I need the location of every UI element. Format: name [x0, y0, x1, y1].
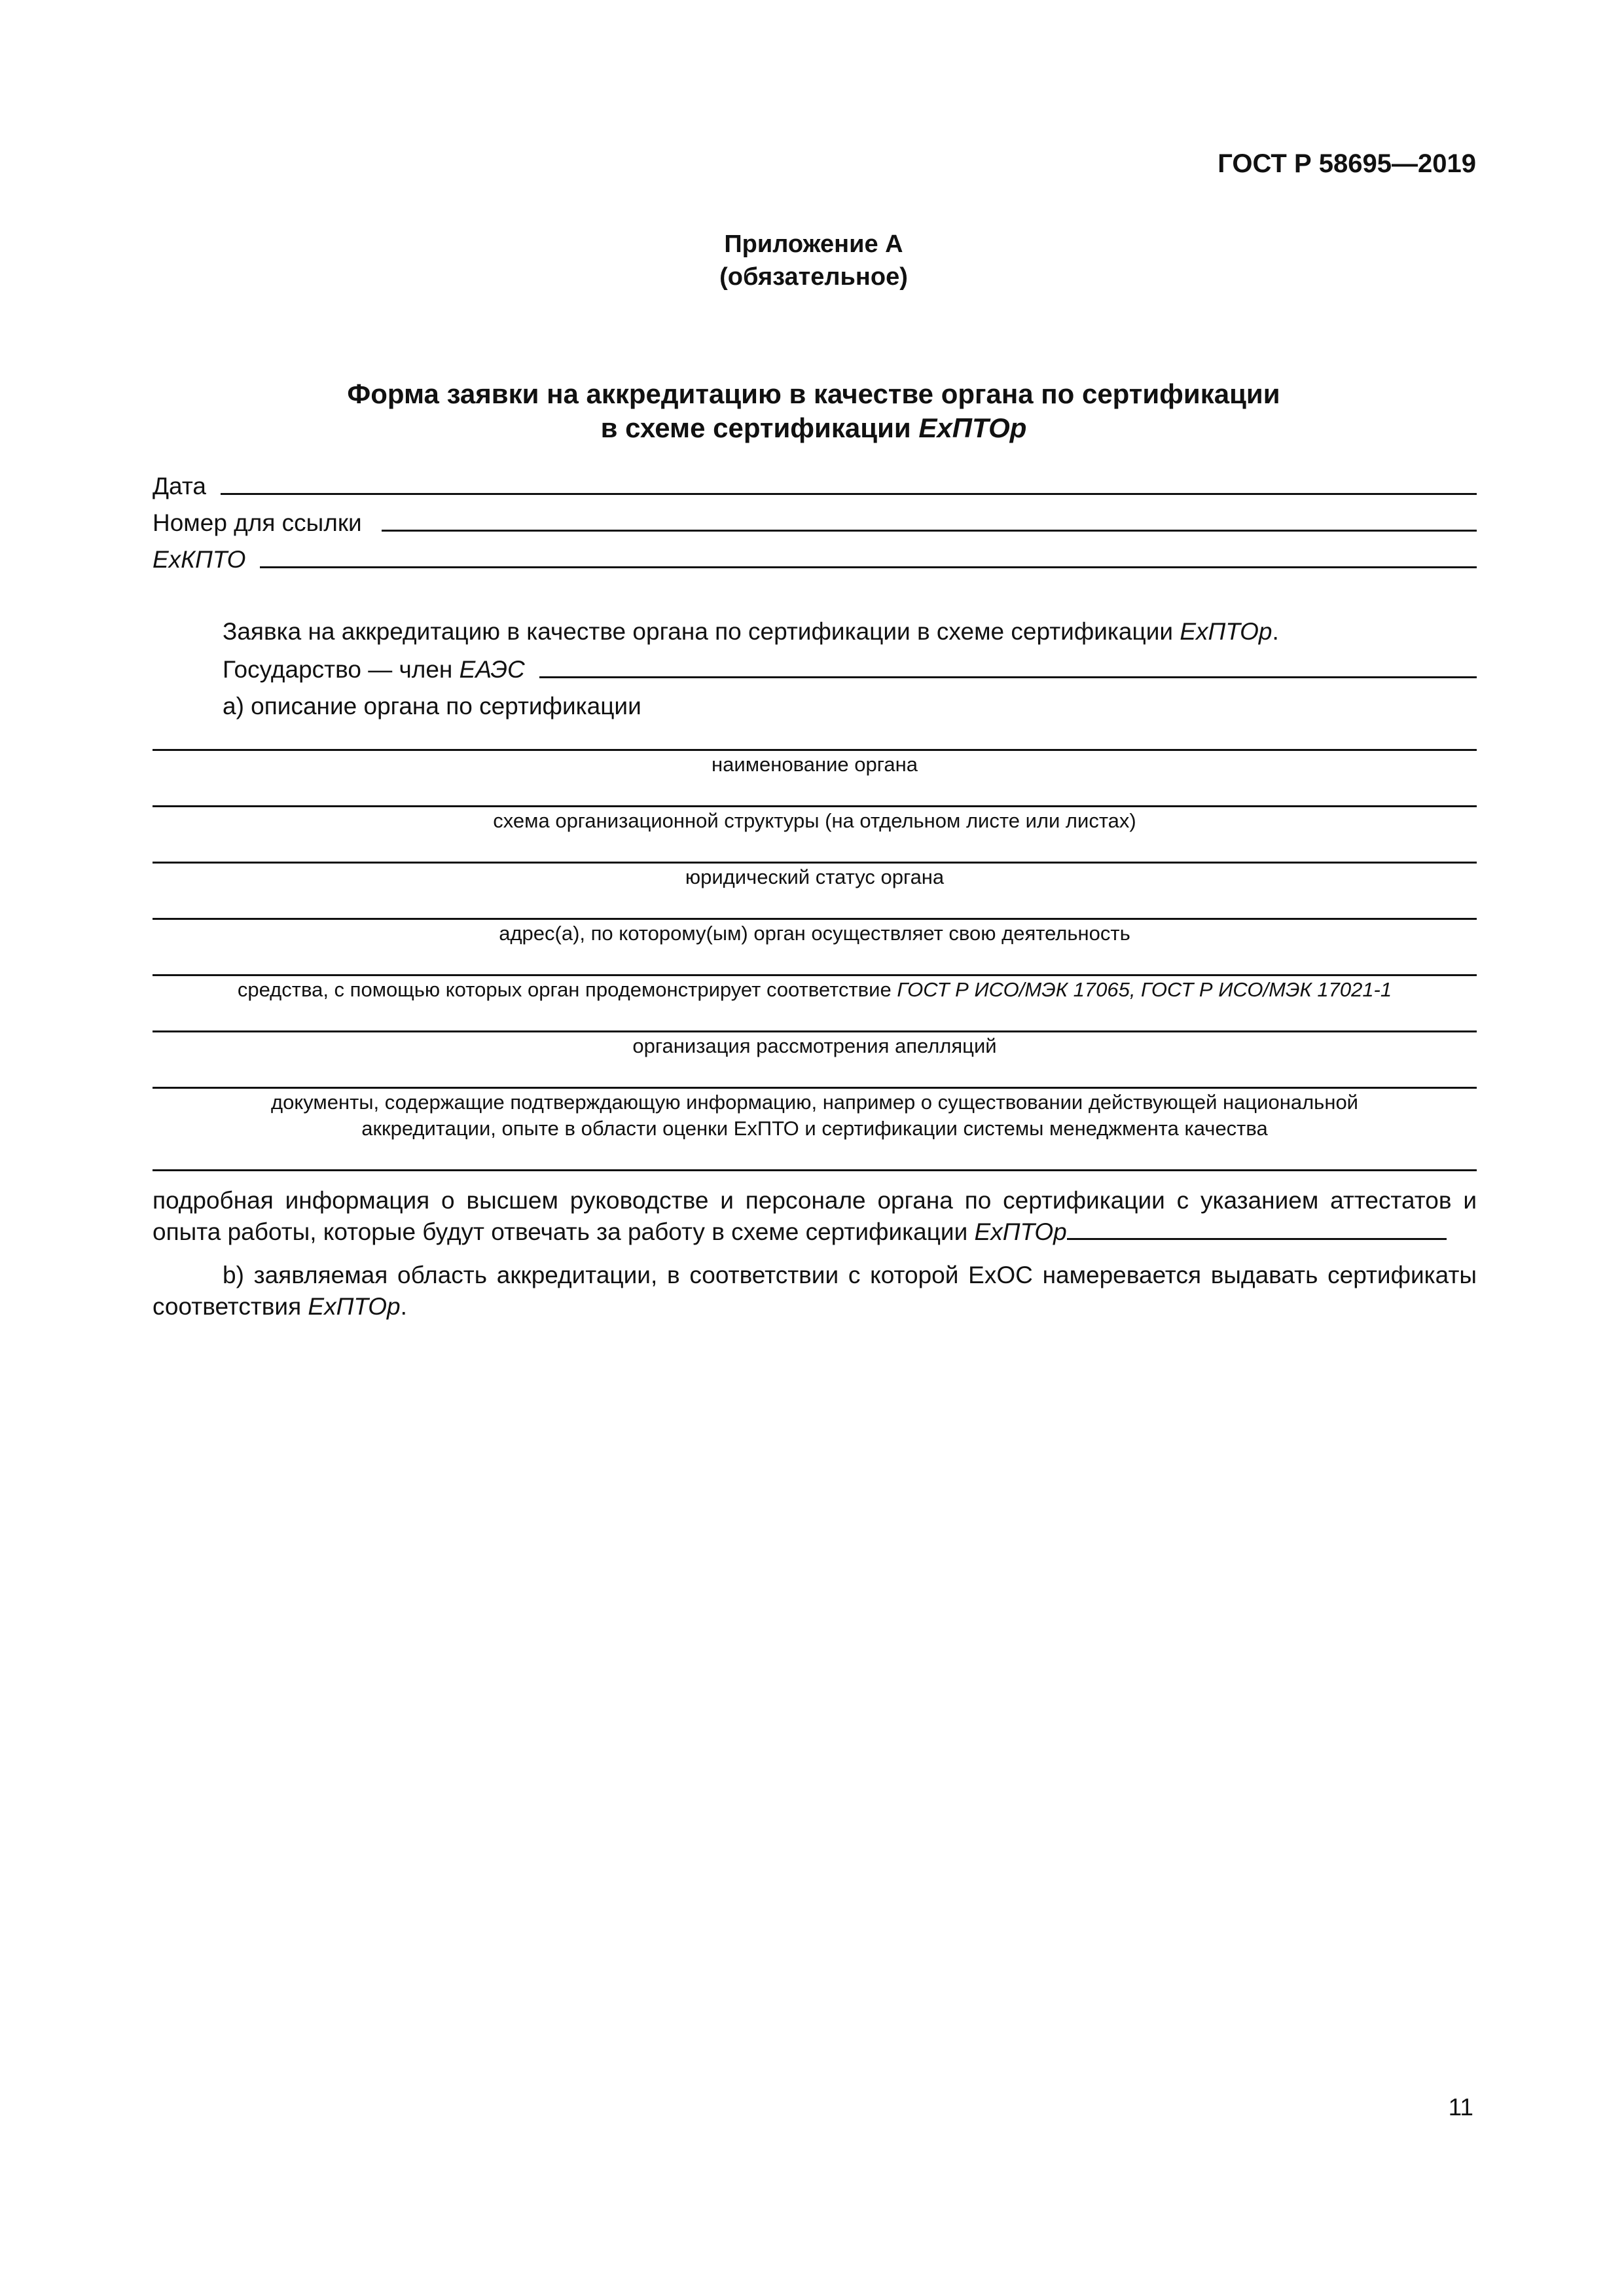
caption-documents: документы, содержащие подтверждающую информацию, например о существовании действующей национальной аккредитации, опыте в области оценки ЕхПТО и сертификации системы менеджмента качества — [271, 1091, 1358, 1140]
management-info-paragraph: подробная информация о высшем руководстве и персонале органа по сертификации с указанием аттестатов и опыта работы, которые будут отвечать за работу в схеме сертификации ExПТОр — [153, 1187, 1477, 1245]
management-info-line[interactable] — [153, 1169, 1477, 1171]
form-title-line2: в схеме сертификации ExПТОр — [600, 412, 1027, 443]
ref-number-row — [153, 504, 1477, 537]
expto-line[interactable] — [260, 566, 1477, 568]
caption-org-structure: схема организационной структуры (на отдельном листе или листах) — [493, 809, 1136, 832]
member-state-row — [223, 651, 1477, 683]
annex-status: (обязательное) — [719, 263, 908, 291]
body-name-line[interactable] — [153, 749, 1477, 751]
form-title-line1: Форма заявки на аккредитацию в качестве органа по сертификации — [347, 378, 1280, 409]
member-state-label: Государство — член ЕАЭС — [223, 656, 525, 683]
caption-body-name: наименование органа — [712, 753, 918, 776]
application-intro: Заявка на аккредитацию в качестве органа по сертификации в схеме сертификации ExПТОр. — [223, 618, 1279, 645]
form-title — [153, 377, 1475, 445]
caption-appeals: организация рассмотрения апелляций — [632, 1034, 997, 1057]
document-code: ГОСТ Р 58695—2019 — [1218, 149, 1476, 178]
caption-compliance-means: средства, с помощью которых орган продемонстрирует соответствие ГОСТ Р ИСО/МЭК 17065, ГОСТ Р ИСО/МЭК 17021-1 — [237, 978, 1392, 1001]
scheme-name: ExПТОр — [974, 1218, 1067, 1245]
caption-address: адрес(а), по которому(ым) орган осуществляет свою деятельность — [499, 922, 1130, 945]
scheme-name: ExПТОр — [918, 412, 1027, 443]
date-field-line[interactable] — [221, 493, 1477, 495]
standards-reference: ГОСТ Р ИСО/МЭК 17065, ГОСТ Р ИСО/МЭК 17021-1 — [897, 978, 1392, 1001]
ref-number-label: Номер для ссылки — [153, 509, 362, 536]
ref-number-line[interactable] — [382, 530, 1477, 532]
address-line[interactable] — [153, 918, 1477, 920]
org-structure-line[interactable] — [153, 805, 1477, 807]
appeals-line[interactable] — [153, 1030, 1477, 1032]
legal-status-line[interactable] — [153, 862, 1477, 864]
expto-label: ЕхКПТО — [153, 546, 246, 573]
member-state-line[interactable] — [539, 676, 1477, 678]
item-a-label: а) описание органа по сертификации — [223, 693, 641, 720]
compliance-means-line[interactable] — [153, 974, 1477, 976]
scheme-name: ExПТОр — [1180, 618, 1272, 645]
scheme-name: ExПТОр — [308, 1293, 401, 1320]
annex-title: Приложение А — [724, 230, 903, 258]
documents-line[interactable] — [153, 1087, 1477, 1089]
expto-row — [153, 541, 1477, 574]
page-number: 11 — [1448, 2094, 1473, 2121]
caption-legal-status: юридический статус органа — [685, 866, 945, 888]
date-label: Дата — [153, 473, 206, 500]
annex-heading — [153, 228, 1475, 293]
management-info-fill-line[interactable] — [1067, 1218, 1447, 1240]
item-b-paragraph: b) заявляемая область аккредитации, в соответствии с которой ExOC намеревается выдавать сертификаты соответствия ExПТОр. — [153, 1262, 1477, 1320]
date-field-row — [153, 467, 1477, 500]
